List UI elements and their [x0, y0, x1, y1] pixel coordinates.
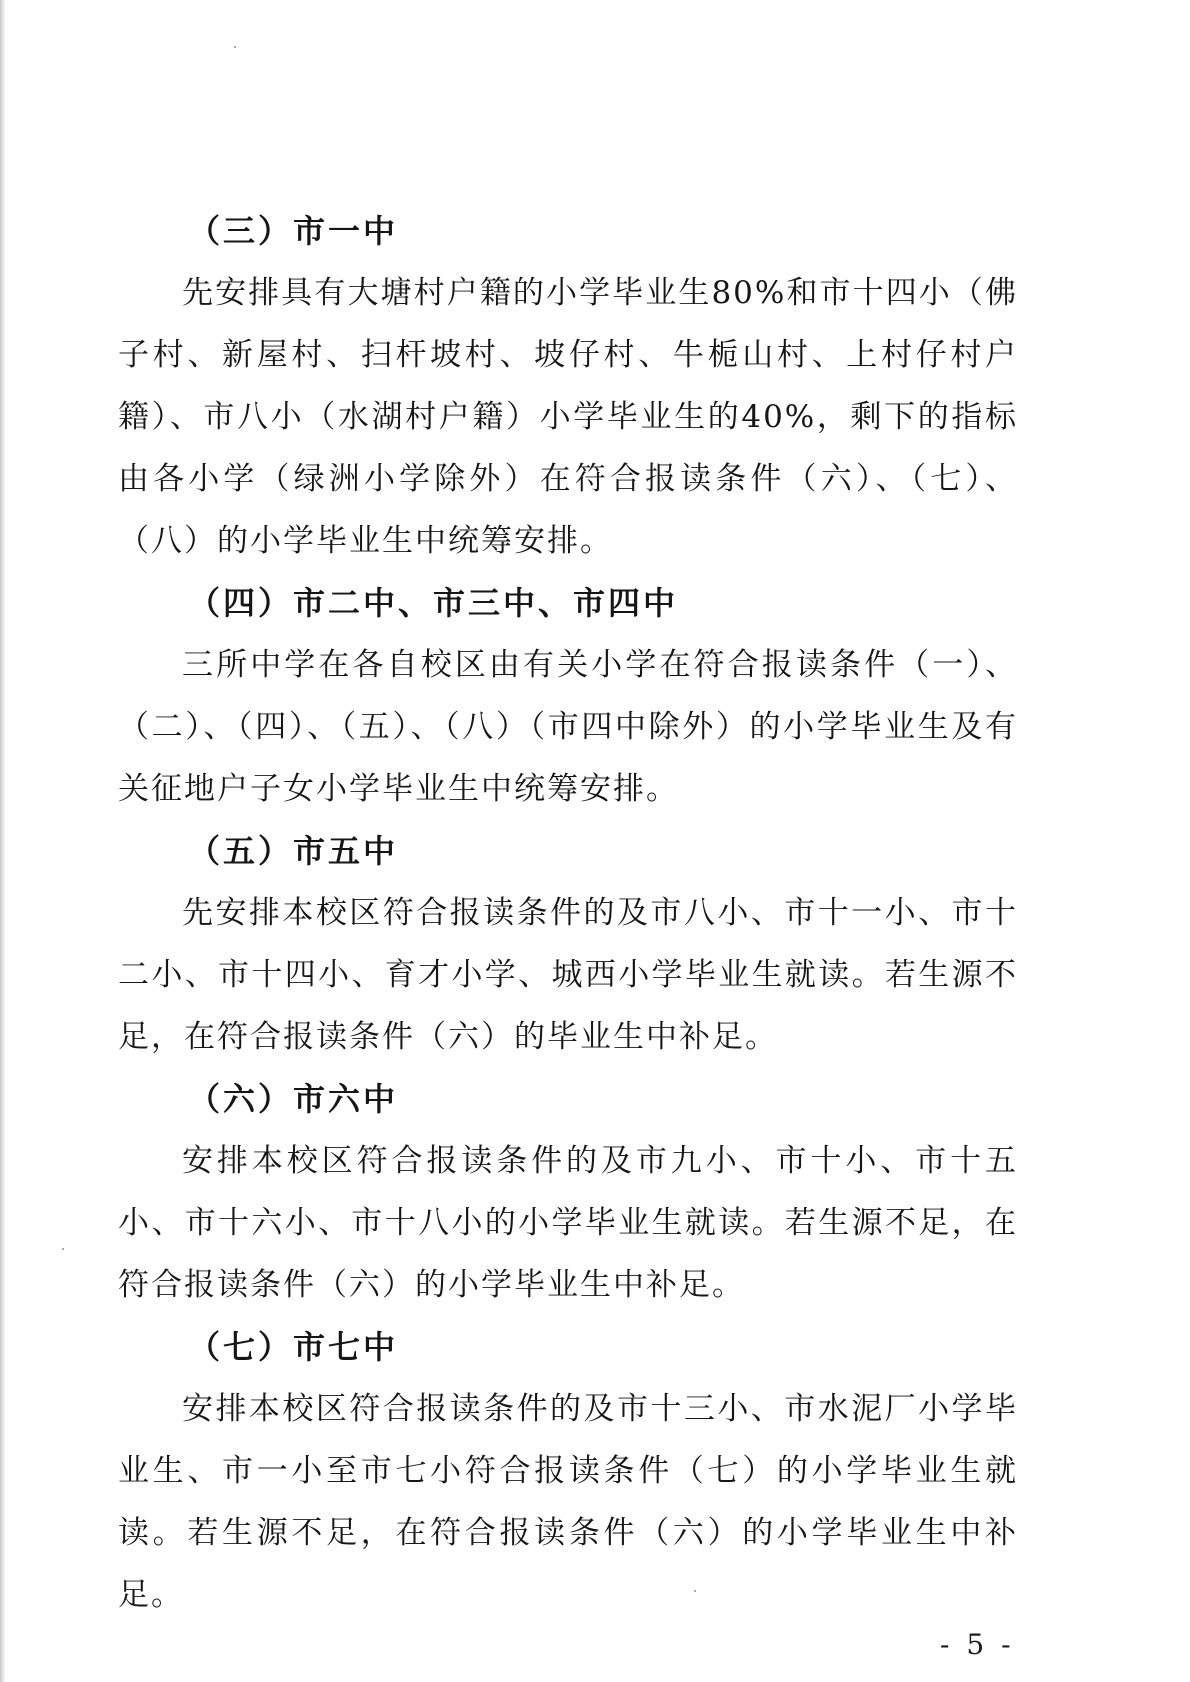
section-paragraph: 安排本校区符合报读条件的及市九小、市十小、市十五小、市十六小、市十八小的小学毕业生就读。若生源不足，在符合报读条件（六）的小学毕业生中补足。 — [118, 1143, 1018, 1303]
section-shi-liu-zhong — [118, 1068, 1018, 1316]
section-heading: （七）市七中 — [188, 1328, 399, 1366]
section-paragraph: 先安排具有大塘村户籍的小学毕业生80%和市十四小（佛子村、新屋村、扫杆坡村、坡仔村、牛栀山村、上村仔村户籍）、市八小（水湖村户籍）小学毕业生的40%，剩下的指标由各小学（绿洲小学除外）在符合报读条件（六）、（七）、（八）的小学毕业生中统筹安排。 — [118, 275, 1018, 559]
section-heading: （五）市五中 — [188, 832, 399, 870]
section-heading: （三）市一中 — [188, 212, 399, 250]
section-heading: （六）市六中 — [188, 1080, 399, 1118]
section-heading: （四）市二中、市三中、市四中 — [188, 584, 679, 622]
scan-speck — [694, 1590, 696, 1592]
section-shi-qi-zhong — [118, 1316, 1018, 1626]
scan-page-edge — [0, 0, 6, 1682]
section-shi-er-san-si-zhong — [118, 572, 1018, 820]
section-paragraph: 安排本校区符合报读条件的及市十三小、市水泥厂小学毕业生、市一小至市七小符合报读条件（七）的小学毕业生就读。若生源不足，在符合报读条件（六）的小学毕业生中补足。 — [118, 1391, 1018, 1613]
scan-speck — [62, 1248, 64, 1250]
section-shi-yi-zhong — [118, 200, 1018, 572]
document-body — [118, 200, 1018, 1626]
section-shi-wu-zhong — [118, 820, 1018, 1068]
section-paragraph: 先安排本校区符合报读条件的及市八小、市十一小、市十二小、市十四小、育才小学、城西小学毕业生就读。若生源不足，在符合报读条件（六）的毕业生中补足。 — [118, 895, 1018, 1055]
page-number: - 5 - — [940, 1628, 1015, 1661]
section-paragraph: 三所中学在各自校区由有关小学在符合报读条件（一）、（二）、（四）、（五）、（八）（市四中除外）的小学毕业生及有关征地户子女小学毕业生中统筹安排。 — [118, 647, 1018, 807]
scan-speck — [234, 46, 236, 48]
